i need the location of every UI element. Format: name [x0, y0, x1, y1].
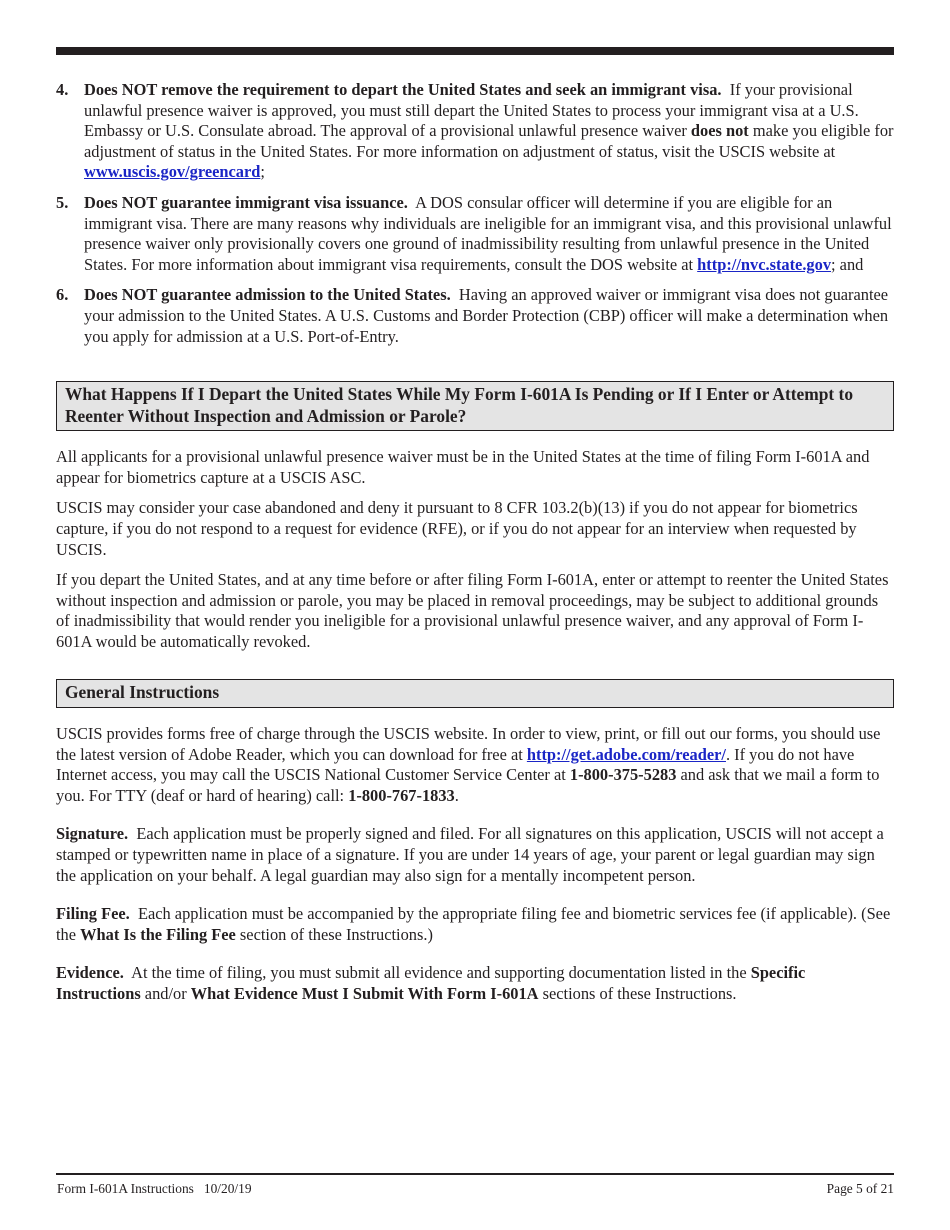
list-item-title: Does NOT remove the requirement to depart the United States and seek an immigrant visa. [84, 80, 722, 99]
paragraph-forms [56, 724, 894, 806]
paragraph: If you depart the United States, and at any time before or after filing Form I-601A, enter or attempt to reenter the United States without inspection and admission or parole, you may be placed in removal proceedings, may be subject to additional grounds of inadmissibility that would render you ineligible for a provisional unlawful presence waiver, and any approval of Form I-601A would be automatically revoked. [56, 570, 889, 651]
list-item [56, 193, 894, 275]
paragraph-text: Each application must be accompanied by the appropriate filing fee and biometric services fee (if applicable). (See the [56, 904, 891, 944]
paragraph: USCIS may consider your case abandoned and deny it pursuant to 8 CFR 103.2(b)(13) if you do not appear for biometrics capture, if you do not respond to a request for evidence (RFE), or if you do not appear for an interview when requested by USCIS. [56, 498, 858, 559]
tty-phone-number: 1-800-767-1833 [348, 785, 455, 805]
paragraph-label: Filing Fee. [56, 904, 130, 924]
bold-text: What Evidence Must I Submit With Form I-601A [190, 983, 539, 1003]
list-item-text: A DOS consular officer will determine if you are eligible for an immigrant visa. There are many reasons why individuals are ineligible for an immigrant visa, and this provisional unlawful presence waiver only provisionally covers one ground of inadmissibility resulting from unlawful presence in the United States. For more information about immigrant visa requirements, consult the DOS website at [84, 192, 892, 274]
paragraph-text: sections of these Instructions. [538, 983, 737, 1003]
list-item-text: Having an approved waiver or immigrant visa does not guarantee your admission to the United States. A U.S. Customs and Border Protection (CBP) officer will make a determination when you apply for admission at a U.S. Port-of-Entry. [84, 285, 889, 346]
list-item-title: Does NOT guarantee immigrant visa issuance. [84, 192, 408, 212]
list-item-text: ; and [831, 254, 864, 274]
section-heading-general-instructions: General Instructions [56, 679, 894, 708]
paragraph-label: Evidence. [56, 963, 124, 983]
paragraph-signature [56, 824, 894, 886]
phone-number: 1-800-375-5283 [569, 765, 677, 785]
paragraph-text: At the time of filing, you must submit all evidence and supporting documentation listed in the [131, 963, 751, 983]
list-number: 4. [56, 80, 69, 99]
footer-rule [56, 1173, 894, 1175]
adobe-reader-link[interactable]: http://get.adobe.com/reader/ [526, 744, 726, 764]
section-heading-depart: What Happens If I Depart the United States While My Form I-601A Is Pending or If I Enter or Attempt to Reenter Without Inspection and Admission or Parole? [56, 381, 894, 431]
paragraph-text: USCIS provides forms free of charge through the USCIS website. In order to view, print, or fill out our forms, you should use the latest version of Adobe Reader, which you can download for free at [56, 723, 881, 764]
paragraph-text: Each application must be properly signed and filed. For all signatures on this application, USCIS will not accept a stamped or typewritten name in place of a signature. If you are under 14 years of age, your parent or legal guardian may sign the application on your behalf. A legal guardian may also sign for a mentally incompetent person. [56, 824, 884, 885]
paragraph-text: . If you do not have Internet access, you may call the USCIS National Customer Service Center at [56, 744, 855, 785]
paragraph-evidence [56, 963, 894, 1004]
page-content [56, 80, 894, 1005]
list-item-title: Does NOT guarantee admission to the United States. [84, 285, 451, 305]
paragraph-label: Signature. [56, 824, 129, 844]
footer-page-number: Page 5 of 21 [826, 1181, 894, 1196]
paragraph: All applicants for a provisional unlawful presence waiver must be in the United States at the time of filing Form I-601A and appear for biometrics capture at a USCIS ASC. [56, 447, 870, 487]
list-number: 5. [56, 192, 69, 212]
bold-text: Specific Instructions [56, 963, 806, 1003]
paragraph-text: and ask that we mail a form to you. For TTY (deaf or hard of hearing) call: [56, 765, 880, 805]
paragraph-filing-fee [56, 904, 894, 945]
top-rule [56, 47, 894, 55]
punctuation: ; [260, 162, 265, 182]
footer-form-id: Form I-601A Instructions 10/20/19 [57, 1181, 252, 1196]
bold-text: does not [690, 121, 749, 141]
uscis-greencard-link[interactable]: www.uscis.gov/greencard [84, 162, 261, 182]
list-item [56, 80, 894, 183]
punctuation: . [454, 785, 459, 805]
list-item [56, 285, 894, 347]
paragraph-text: and/or [140, 983, 191, 1003]
paragraph-text: section of these Instructions.) [235, 924, 433, 944]
list-item-text: If your provisional unlawful presence waiver is approved, you must still depart the United States to process your immigrant visa at a U.S. Embassy or U.S. Consulate abroad. The approval of a provisional unlawful presence waiver [84, 80, 859, 141]
bold-text: What Is the Filing Fee [80, 924, 236, 944]
nvc-state-link[interactable]: http://nvc.state.gov [697, 254, 832, 274]
list-item-text: make you eligible for adjustment of status in the United States. For more information on adjustment of status, visit the USCIS website at [84, 121, 894, 161]
list-number: 6. [56, 285, 69, 305]
